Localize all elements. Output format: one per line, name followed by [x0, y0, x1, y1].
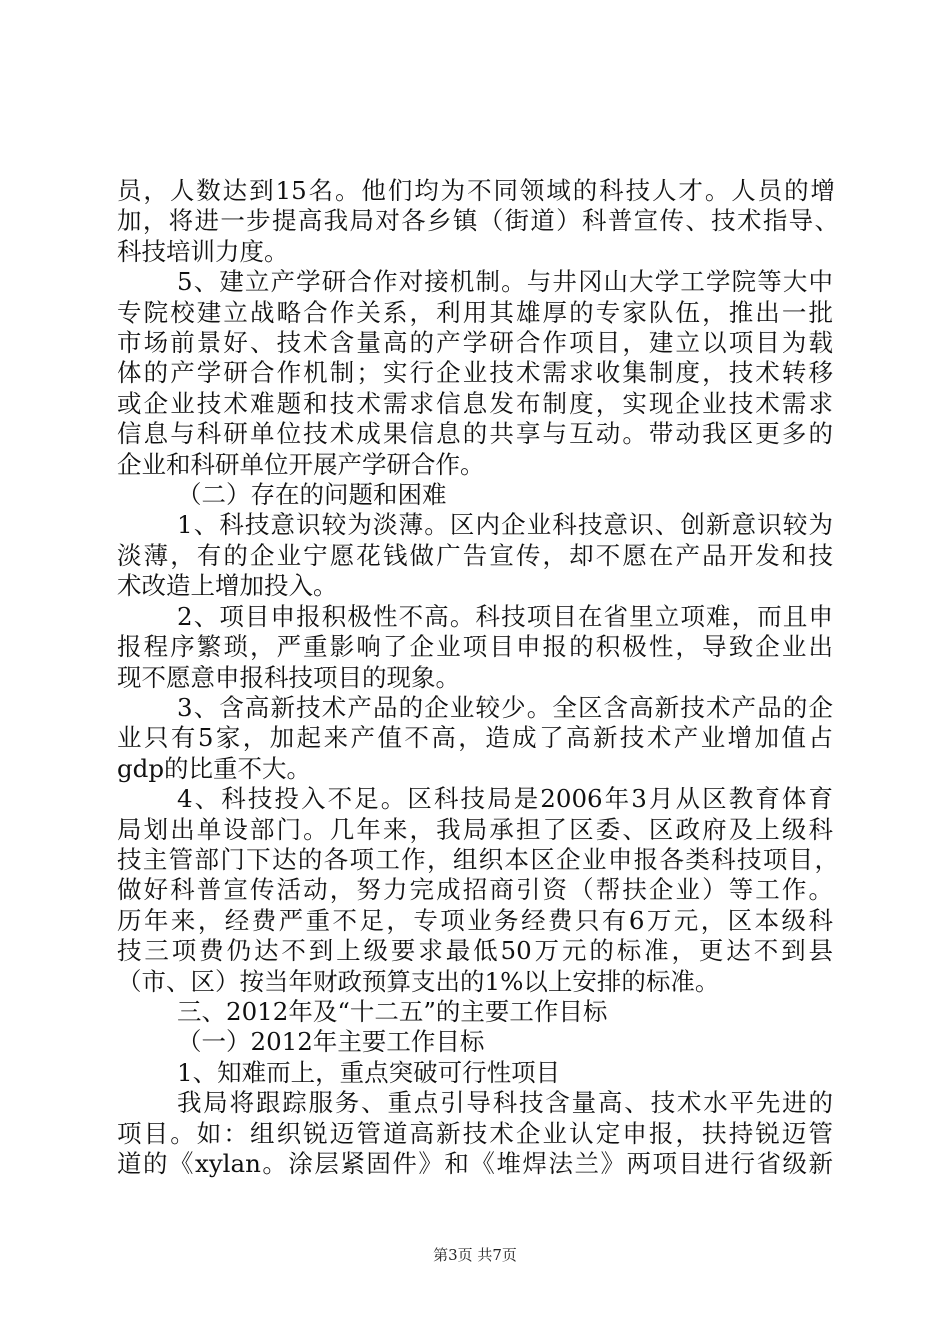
text-line: 做好科普宣传活动，努力完成招商引资（帮扶企业）等工作。: [117, 875, 833, 904]
text-line: 道的《xylan。涂层紧固件》和《堆焊法兰》两项目进行省级新: [117, 1149, 833, 1178]
text-line: 5、建立产学研合作对接机制。与井冈山大学工学院等大中: [177, 267, 833, 296]
text-line: 企业和科研单位开展产学研合作。: [117, 450, 485, 479]
text-line: 或企业技术难题和技术需求信息发布制度，实现企业技术需求: [117, 389, 833, 418]
text-line: 技主管部门下达的各项工作，组织本区企业申报各类科技项目，: [117, 845, 839, 874]
text-line: 专院校建立战略合作关系，利用其雄厚的专家队伍，推出一批: [117, 298, 833, 327]
text-line: 业只有5家，加起来产值不高，造成了高新技术产业增加值占: [117, 723, 833, 752]
text-line: 员，人数达到15名。他们均为不同领域的科技人才。人员的增: [117, 176, 835, 205]
text-line: 2、项目申报积极性不高。科技项目在省里立项难，而且申: [177, 602, 833, 631]
item-heading: 1、知难而上，重点突破可行性项目: [177, 1058, 561, 1087]
text-line: 我局将跟踪服务、重点引导科技含量高、技术水平先进的: [177, 1088, 833, 1117]
text-line: 体的产学研合作机制；实行企业技术需求收集制度，技术转移: [117, 358, 833, 387]
text-line: 现不愿意申报科技项目的现象。: [117, 663, 460, 692]
text-line: 4、科技投入不足。区科技局是2006年3月从区教育体育: [177, 784, 833, 813]
section-heading: （二）存在的问题和困难: [177, 480, 447, 509]
text-line: 历年来，经费严重不足，专项业务经费只有6万元，区本级科: [117, 906, 833, 935]
text-line: gdp的比重不大。: [117, 754, 312, 783]
text-line: 加，将进一步提高我局对各乡镇（街道）科普宣传、技术指导、: [117, 206, 839, 235]
text-line: （市、区）按当年财政预算支出的1%以上安排的标准。: [117, 967, 720, 996]
text-line: 项目。如：组织锐迈管道高新技术企业认定申报，扶持锐迈管: [117, 1119, 833, 1148]
text-line: 淡薄，有的企业宁愿花钱做广告宣传，却不愿在产品开发和技: [117, 541, 833, 570]
page-footer: 第3页 共7页: [433, 1246, 517, 1264]
text-line: 报程序繁琐，严重影响了企业项目申报的积极性，导致企业出: [117, 632, 833, 661]
text-line: 术改造上增加投入。: [117, 571, 338, 600]
text-line: 局划出单设部门。几年来，我局承担了区委、区政府及上级科: [117, 815, 833, 844]
text-line: 技三项费仍达不到上级要求最低50万元的标准，更达不到县: [117, 936, 833, 965]
subsection-heading: （一）2012年主要工作目标: [177, 1027, 485, 1056]
text-line: 科技培训力度。: [117, 237, 289, 266]
section-heading: 三、2012年及“十二五”的主要工作目标: [177, 997, 608, 1026]
text-line: 市场前景好、技术含量高的产学研合作项目，建立以项目为载: [117, 328, 833, 357]
text-line: 信息与科研单位技术成果信息的共享与互动。带动我区更多的: [117, 419, 833, 448]
text-line: 3、含高新技术产品的企业较少。全区含高新技术产品的企: [177, 693, 833, 722]
text-line: 1、科技意识较为淡薄。区内企业科技意识、创新意识较为: [177, 510, 833, 539]
